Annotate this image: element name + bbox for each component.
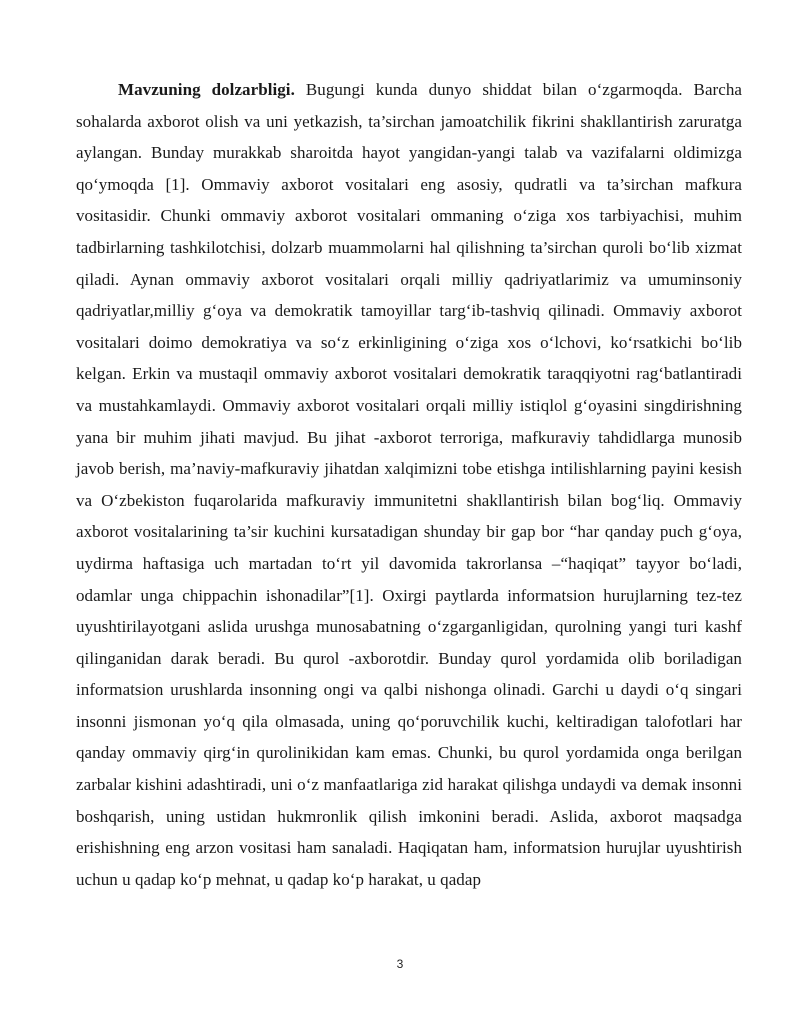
page-number: 3 [396,957,404,971]
body-paragraph [76,74,742,895]
page-content [76,74,742,895]
section-heading: Mavzuning dolzarbligi. [118,80,295,99]
paragraph-text: Bugungi kunda dunyo shiddat bilan o‘zgarmoqda. Barcha sohalarda axborot olish va uni yetkazish, ta’sirchan jamoatchilik fikrini shakllantirish zaruratga aylangan. Bunday murakkab sharoitda hayot yangidan-yangi talab va vazifalarni oldimizga qo‘ymoqda [1]. Ommaviy axborot vositalari eng asosiy, qudratli va ta’sirchan mafkura vositasidir. Chunki ommaviy axborot vositalari ommaning o‘ziga xos tarbiyachisi, muhim tadbirlarning tashkilotchisi, dolzarb muammolarni hal qilishning ta’sirchan quroli bo‘lib xizmat qiladi. Aynan ommaviy axborot vositalari orqali milliy qadriyatlarimiz va umuminsoniy qadriyatlar,milliy g‘oya va demokratik tamoyillar targ‘ib-tashviq qilinadi. Ommaviy axborot vositalari doimo demokratiya va so‘z erkinligining o‘ziga xos o‘lchovi, ko‘rsatkichi bo‘lib kelgan. Erkin va mustaqil ommaviy axborot vositalari demokratik taraqqiyotni rag‘batlantiradi va mustahkamlaydi. Ommaviy axborot vositalari orqali milliy istiqlol g‘oyasini singdirishning yana bir muhim jihati mavjud. Bu jihat -axborot terroriga, mafkuraviy tahdidlarga munosib javob berish, ma’naviy-mafkuraviy jihatdan xalqimizni tobe etishga intilishlarning payini kesish va O‘zbekiston fuqarolarida mafkuraviy immunitetni shakllantirish bilan bog‘liq. Ommaviy axborot vositalarining ta’sir kuchini kursatadigan shunday bir gap bor “har qanday puch g‘oya, uydirma haftasiga uch martadan to‘rt yil davomida takrorlansa –“haqiqat” tayyor bo‘ladi, odamlar unga chippachin ishonadilar”[1]. Oxirgi paytlarda informatsion hurujlarning tez-tez uyushtirilayotgani aslida urushga munosabatning o‘zgarganligidan, qurolning yangi turi kashf qilinganidan darak beradi. Bu qurol -axborotdir. Bunday qurol yordamida olib boriladigan informatsion urushlarda insonning ongi va qalbi nishonga olinadi. Garchi u daydi o‘q singari insonni jismonan yo‘q qila olmasada, uning qo‘poruvchilik kuchi, keltiradigan talofotlari har qanday ommaviy qirg‘in qurolinikidan kam emas. Chunki, bu qurol yordamida onga berilgan zarbalar kishini adashtiradi, uni o‘z manfaatlariga zid harakat qilishga undaydi va demak insonni boshqarish, uning ustidan hukmronlik qilish imkonini beradi. Aslida, axborot maqsadga erishishning eng arzon vositasi ham sanaladi. Haqiqatan ham, informatsion hurujlar uyushtirish uchun u qadap ko‘p mehnat, u qadap ko‘p harakat, u qadap [76,80,742,889]
